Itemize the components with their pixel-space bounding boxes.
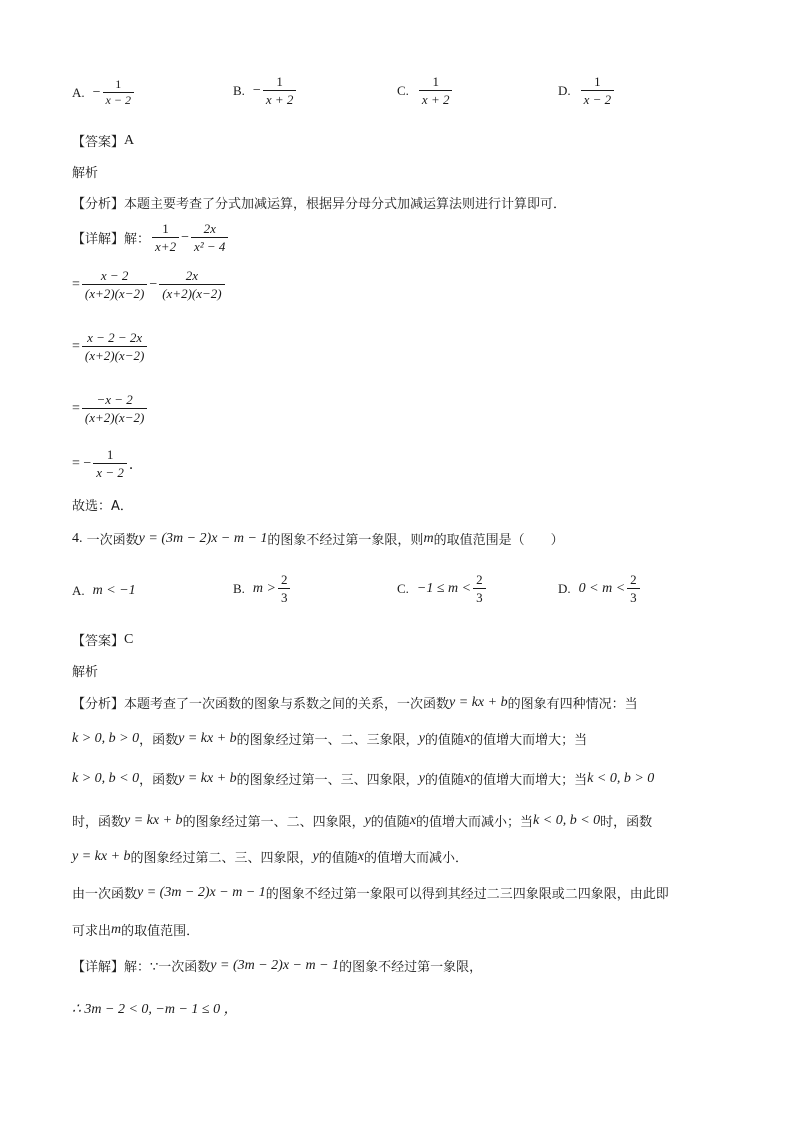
q4-fenxi-line-3: k > 0, b < 0 ，函数 y = kx + b 的图象经过第一、三、四象限， y 的值随 x 的值增大而增大；当 k < 0, b > 0 — [72, 770, 655, 788]
q4-analysis-heading: 解析 — [72, 665, 99, 680]
q4-reason-line-1: 由一次函数 y = (3m − 2)x − m − 1 的图象不经过第一象限可以得到其经过二三四象限或二四象限，由此即 — [72, 884, 669, 902]
fraction: $\frac{2x}{\text{x² − 4}}$ — [191, 221, 228, 254]
fraction: $\frac{x - 2 - 2x}{(x+2)(x-2)}$ — [82, 330, 147, 363]
q3-answer: 【答案】 A — [72, 132, 135, 150]
q4-option-a: A. m < −1 — [72, 583, 136, 598]
fraction: $\frac{2x}{(x+2)(x-2)}$ — [159, 268, 224, 301]
q3-step-2: = $\frac{x - 2 - 2x}{(x+2)(x-2)}$ — [72, 330, 149, 363]
fraction: $\frac{x - 2}{(x+2)(x-2)}$ — [82, 268, 147, 301]
q3-fenxi: 【分析】 本题主要考查了分式加减运算，根据异分母分式加减运算法则进行计算即可． — [72, 197, 567, 212]
q3-option-b: B. − $\frac{1}{x + 2}$ — [233, 74, 298, 107]
fraction: $\frac{2}{3}$ — [473, 572, 486, 605]
fraction: $\frac{-x - 2}{(x+2)(x-2)}$ — [82, 392, 147, 425]
q4-option-d: D. 0 < m < $\frac{2}{3}$ — [558, 572, 642, 605]
q4-stem: 4. 一次函数 y = (3m − 2)x − m − 1 的图象不经过第一象限，则 m 的取值范围是（ ） — [72, 530, 564, 548]
q3-option-c: C. $\frac{1}{x + 2}$ — [397, 74, 454, 107]
q4-fenxi-line-5: y = kx + b 的图象经过第二、三、四象限， y 的值随 x 的值增大而减小． — [72, 848, 469, 866]
fraction: $\frac{2}{3}$ — [627, 572, 640, 605]
fraction: $\frac{1}{x - 2}$ — [581, 74, 615, 107]
fraction: $\frac{1}{x - 2}$ — [103, 78, 134, 107]
q4-reason-line-2: 可求出 m 的取值范围． — [72, 921, 200, 939]
q4-fenxi-line-2: k > 0, b > 0 ，函数 y = kx + b 的图象经过第一、二、三象限， y 的值随 x 的值增大而增大；当 — [72, 730, 588, 748]
q3-final: 故选：A． — [72, 499, 133, 514]
q4-option-b: B. m > $\frac{2}{3}$ — [233, 572, 292, 605]
q3-analysis-heading: 解析 — [72, 166, 99, 181]
q4-option-c: C. −1 ≤ m < $\frac{2}{3}$ — [397, 572, 488, 605]
q3-step-0: 【详解】 解： $\frac{1}{x+2}$ − $\frac{2x}{\text{x² − 4}}$ — [72, 221, 230, 254]
q4-therefore: ∴ 3m − 2 < 0, −m − 1 ≤ 0 ， — [72, 1002, 238, 1017]
q4-fenxi-line-1: 【分析】 本题考查了一次函数的图象与系数之间的关系，一次函数 y = kx + b 的图象有四种情况：当 — [72, 694, 638, 712]
q3-option-a: A. − $\frac{1}{x - 2}$ — [72, 78, 136, 107]
q3-option-d: D. $\frac{1}{x - 2}$ — [558, 74, 616, 107]
q3-step-3: = $\frac{-x - 2}{(x+2)(x-2)}$ — [72, 392, 149, 425]
q4-answer: 【答案】 C — [72, 631, 134, 649]
fraction: $\frac{2}{3}$ — [278, 572, 291, 605]
q3-step-4: = − $\frac{1}{x - 2}$ ． — [72, 447, 143, 480]
q3-step-1: = $\frac{x - 2}{(x+2)(x-2)}$ − $\frac{2x}{(x+2)(x-2)}$ — [72, 268, 227, 301]
q4-fenxi-line-4: 时，函数 y = kx + b 的图象经过第一、二、四象限， y 的值随 x 的值增大而减小；当 k < 0, b < 0 时，函数 — [72, 812, 653, 830]
fraction: $\frac{1}{x + 2}$ — [419, 74, 453, 107]
fraction: $\frac{1}{x+2}$ — [152, 221, 179, 254]
fraction: $\frac{1}{x - 2}$ — [93, 447, 127, 480]
q4-xiangjie: 【详解】 解：∵一次函数 y = (3m − 2)x − m − 1 的图象不经过第一象限， — [72, 957, 483, 975]
fraction: $\frac{1}{x + 2}$ — [263, 74, 297, 107]
